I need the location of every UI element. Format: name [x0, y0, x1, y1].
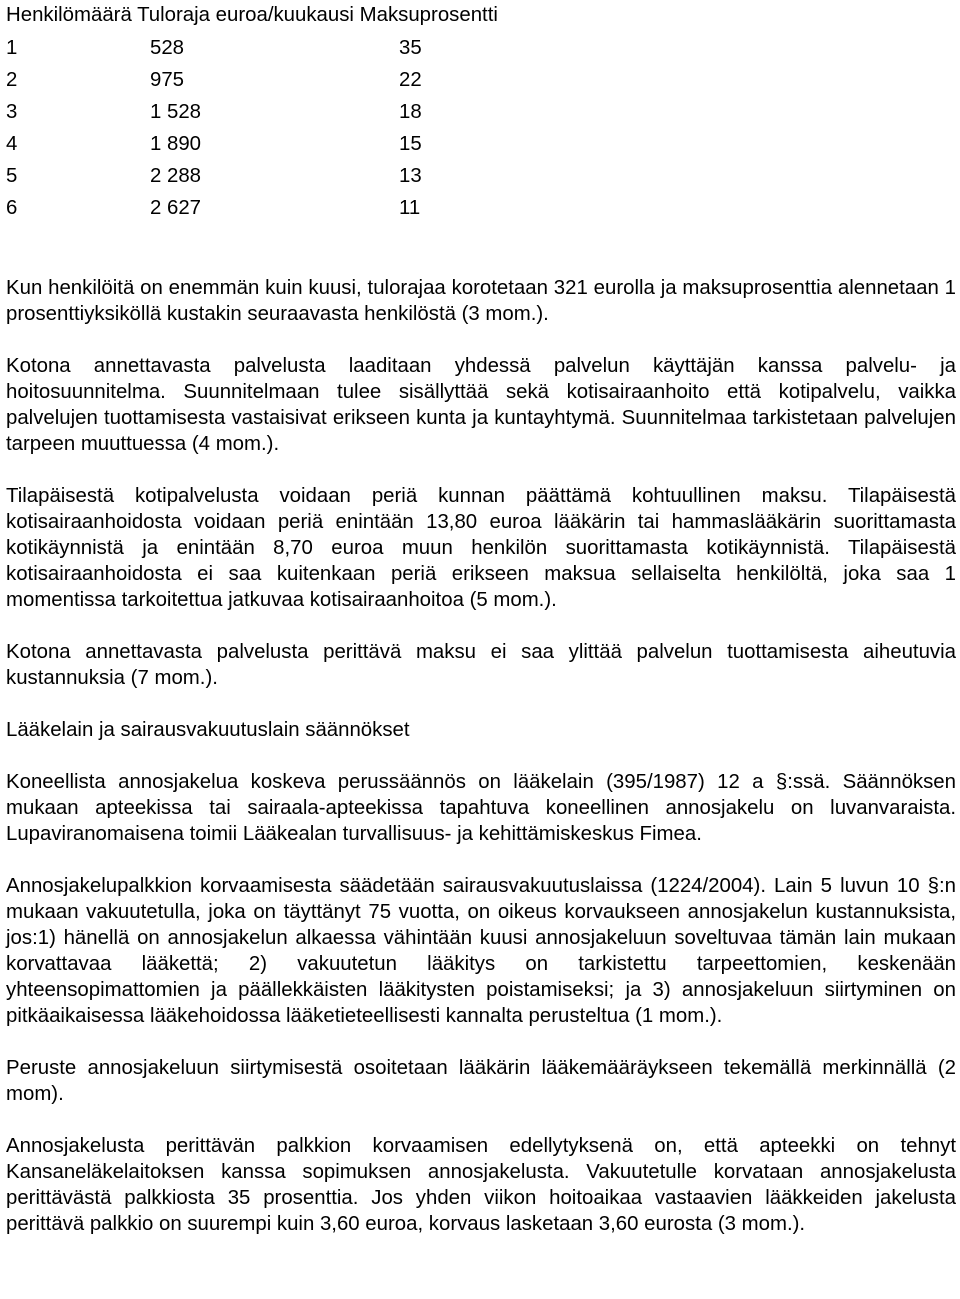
income-limit-cell: 2 288 [150, 165, 202, 187]
persons-cell: 4 [6, 133, 18, 155]
paragraph-prescription-note: Peruste annosjakeluun siirtymisestä osoitetaan lääkärin lääkemääräykseen tekemällä merkinnällä (2 mom). [6, 1057, 956, 1105]
table-row [6, 64, 459, 96]
persons-cell: 2 [6, 69, 18, 91]
income-limit-cell: 1 528 [150, 101, 202, 123]
persons-cell: 6 [6, 197, 18, 219]
persons-cell: 3 [6, 101, 18, 123]
paragraph-income-limit-increase: Kun henkilöitä on enemmän kuin kuusi, tulorajaa korotetaan 321 eurolla ja maksuprosenttia alennetaan 1 prosenttiyksiköllä kustakin seuraavasta henkilöstä (3 mom.). [6, 277, 956, 325]
fee-table [6, 32, 459, 224]
table-row [6, 128, 459, 160]
table-row [6, 32, 459, 64]
percent-cell: 15 [399, 133, 422, 155]
percent-cell: 13 [399, 165, 422, 187]
persons-cell: 5 [6, 165, 18, 187]
paragraph-service-plan: Kotona annettavasta palvelusta laaditaan yhdessä palvelun käyttäjän kanssa palvelu- ja hoitosuunnitelma. Suunnitelmaan tulee sisällyttää sekä kotisairaanhoito että kotipalvelu, vaikka palvelujen tuottamisesta vastaisivat erikseen kunta ja kuntayhtymä. Suunnitelmaa tarkistetaan palvelujen tarpeen muuttuessa (4 mom.). [6, 355, 956, 455]
paragraph-pharmacy-agreement: Annosjakelusta perittävän palkkion korvaamisen edellytyksenä on, että apteekki on tehnyt Kansaneläkelaitoksen kanssa sopimuksen annosjakelusta. Vakuutetulle korvataan annosjakelusta perittävästä palkkiosta 35 prosenttia. Jos yhden viikon hoitoaikaa vastaavien lääkkeiden jakelusta perittävä palkkio on suurempi kuin 3,60 euroa, korvaus lasketaan 3,60 eurosta (3 mom.). [6, 1135, 956, 1235]
income-limit-cell: 975 [150, 69, 185, 91]
section-heading: Lääkelain ja sairausvakuutuslain säännökset [6, 719, 410, 741]
table-row [6, 160, 459, 192]
table-row [6, 192, 459, 224]
income-limit-cell: 528 [150, 37, 185, 59]
paragraph-reimbursement-conditions: Annosjakelupalkkion korvaamisesta säädetään sairausvakuutuslaissa (1224/2004). Lain 5 luvun 10 §:n mukaan vakuutetulla, joka on täyttänyt 75 vuotta, on oikeus korvaukseen annosjakelun kustannuksista, jos:1) hänellä on annosjakelun alkaessa vähintään kuusi annosjakeluun soveltuvaa tämän lain mukaan korvattavaa lääkettä; 2) vakuutetun lääkitys on tarkistettu tarpeettomien, keskenään yhteensopimattomien ja päällekkäisten lääkitysten poistamiseksi; ja 3) annosjakeluun siirtyminen on pitkäaikaisessa lääkehoidossa lääketieteellisesti kannalta perusteltua (1 mom.). [6, 875, 956, 1027]
percent-cell: 18 [399, 101, 422, 123]
percent-cell: 11 [399, 197, 421, 219]
income-limit-cell: 2 627 [150, 197, 202, 219]
percent-cell: 35 [399, 37, 422, 59]
table-header: Henkilömäärä Tuloraja euroa/kuukausi Maksuprosentti [6, 4, 498, 26]
paragraph-automated-dose-dispensing: Koneellista annosjakelua koskeva perussäännös on lääkelain (395/1987) 12 a §:ssä. Säännöksen mukaan apteekissa tai sairaala-apteekissa tapahtuva koneellinen annosjakelu on luvanvaraista. Lupaviranomaisena toimii Lääkealan turvallisuus- ja kehittämiskeskus Fimea. [6, 771, 956, 845]
persons-cell: 1 [6, 37, 18, 59]
document-page [6, 0, 956, 1237]
paragraph-fee-cap: Kotona annettavasta palvelusta perittävä maksu ei saa ylittää palvelun tuottamisesta aiheutuvia kustannuksia (7 mom.). [6, 641, 956, 689]
paragraph-temporary-services: Tilapäisestä kotipalvelusta voidaan periä kunnan päättämä kohtuullinen maksu. Tilapäisestä kotisairaanhoidosta voidaan periä enintään 13,80 euroa lääkärin tai hammaslääkärin suorittamasta kotikäynnistä ja enintään 8,70 euroa muun henkilön suorittamasta kotikäynnistä. Tilapäisestä kotisairaanhoidosta ei saa kuitenkaan periä erikseen maksua sellaiselta henkilöltä, joka saa 1 momentissa tarkoitettua jatkuvaa kotisairaanhoitoa (5 mom.). [6, 485, 956, 611]
table-row [6, 96, 459, 128]
income-limit-cell: 1 890 [150, 133, 202, 155]
percent-cell: 22 [399, 69, 422, 91]
